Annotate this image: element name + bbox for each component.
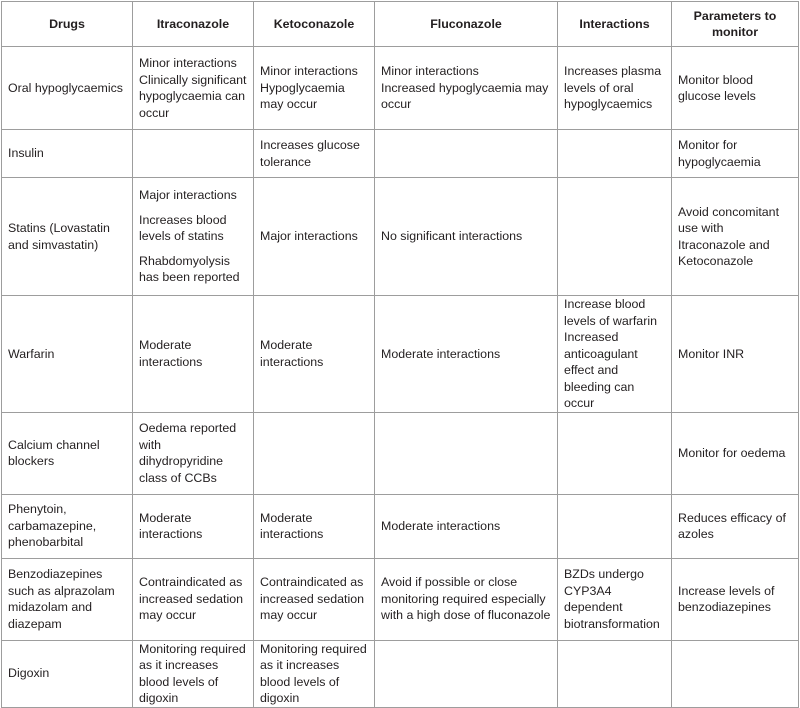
ketoconazole-cell [254,47,375,130]
cell-text: Avoid if possible or close monitoring required especially with a high dose of fluconazole [381,575,551,623]
cell-text: Increase levels of benzodiazepines [678,583,775,614]
itraconazole-cell [133,130,254,178]
table-row [2,494,799,558]
header-interactions: Interactions [558,2,672,47]
table-row [2,412,799,494]
itraconazole-cell [133,296,254,413]
cell-text: Monitor for hypoglycaemia [678,138,761,169]
drug-interactions-table [1,1,799,708]
cell-text: Oedema reported with dihydropyridine class of CCBs [139,421,237,485]
header-fluconazole: Fluconazole [375,2,558,47]
cell-text: Increases glucose tolerance [260,138,360,169]
cell-text: Rhabdomyolysis has been reported [139,253,240,285]
interactions-cell [558,640,672,707]
interactions-cell [558,412,672,494]
cell-text: Increased anticoagulant effect and bleeding can occur [564,330,638,410]
drug-name: Phenytoin, carbamazepine, phenobarbital [8,502,97,550]
cell-text: Monitoring required as it increases blood levels of digoxin [139,641,246,705]
table-row [2,47,799,130]
drug-cell [2,558,133,640]
cell-text: Moderate interactions [381,346,501,361]
monitor-cell [672,178,799,296]
cell-text: BZDs undergo CYP3A4 dependent biotransformation [564,567,660,631]
itraconazole-cell [133,558,254,640]
interactions-cell [558,47,672,130]
drug-cell [2,178,133,296]
fluconazole-cell [375,178,558,296]
itraconazole-cell [133,47,254,130]
header-parameters-to-monitor: Parameters to monitor [672,2,799,47]
ketoconazole-cell [254,558,375,640]
cell-text: Avoid concomitant use with Itraconazole and Ketoconazole [678,204,780,268]
monitor-cell [672,558,799,640]
drug-name: Warfarin [8,346,55,361]
cell-text: Moderate interactions [260,338,324,369]
cell-text: Clinically significant hypoglycaemia can occur [139,72,247,120]
table-row [2,296,799,413]
monitor-cell [672,412,799,494]
cell-text: Monitor INR [678,346,745,361]
interactions-cell [558,558,672,640]
drug-cell [2,412,133,494]
header-drugs: Drugs [2,2,133,47]
cell-text: Monitor for oedema [678,445,786,460]
cell-text: Moderate interactions [139,338,203,369]
cell-text: Major interactions [139,188,237,203]
monitor-cell [672,494,799,558]
cell-text: Minor interactions [139,56,237,70]
interactions-cell [558,130,672,178]
fluconazole-cell [375,296,558,413]
interactions-cell [558,296,672,413]
cell-text: Hypoglycaemia may occur [260,80,345,112]
monitor-cell [672,130,799,178]
drug-cell [2,640,133,707]
ketoconazole-cell [254,494,375,558]
table-header-row [2,2,799,47]
cell-text: Increased hypoglycaemia may occur [381,80,549,112]
fluconazole-cell [375,130,558,178]
cell-text: Reduces efficacy of azoles [678,510,786,541]
drug-cell [2,494,133,558]
drug-cell [2,47,133,130]
itraconazole-cell [133,412,254,494]
fluconazole-cell [375,640,558,707]
ketoconazole-cell [254,130,375,178]
itraconazole-cell [133,640,254,707]
monitor-cell [672,296,799,413]
cell-text: Contraindicated as increased sedation may occur [139,575,244,623]
drug-name: Calcium channel blockers [8,437,100,468]
table-row [2,558,799,640]
cell-text: Increase blood levels of warfarin [564,297,657,328]
fluconazole-cell [375,47,558,130]
cell-text: Minor interactions [260,64,358,79]
monitor-cell [672,640,799,707]
interactions-cell [558,494,672,558]
cell-text: Increases plasma levels of oral hypoglycaemics [564,64,662,112]
ketoconazole-cell [254,296,375,413]
cell-text: Monitoring required as it increases blood levels of digoxin [260,641,367,705]
cell-text: Moderate interactions [381,518,501,533]
fluconazole-cell [375,412,558,494]
fluconazole-cell [375,558,558,640]
monitor-cell [672,47,799,130]
cell-text: Monitor blood glucose levels [678,72,756,103]
cell-text: Contraindicated as increased sedation may occur [260,575,365,623]
drug-name: Oral hypoglycaemics [8,80,124,95]
fluconazole-cell [375,494,558,558]
header-itraconazole: Itraconazole [133,2,254,47]
cell-text: Minor interactions [381,64,479,79]
cell-text: Moderate interactions [260,510,324,541]
header-ketoconazole: Ketoconazole [254,2,375,47]
table-row [2,130,799,178]
itraconazole-cell [133,178,254,296]
cell-text: No significant interactions [381,229,523,244]
itraconazole-cell [133,494,254,558]
interactions-cell [558,178,672,296]
drug-name: Insulin [8,146,44,161]
cell-text: Increases blood levels of statins [139,212,227,244]
drug-name: Benzodiazepines such as alprazolam midazolam and diazepam [8,567,115,631]
cell-text: Major interactions [260,229,358,244]
ketoconazole-cell [254,412,375,494]
cell-text: Moderate interactions [139,510,203,541]
drug-cell [2,296,133,413]
drug-name: Digoxin [8,666,50,681]
drug-cell [2,130,133,178]
drug-name: Statins (Lovastatin and simvastatin) [8,221,110,252]
table-row [2,640,799,707]
ketoconazole-cell [254,640,375,707]
ketoconazole-cell [254,178,375,296]
table-row [2,178,799,296]
